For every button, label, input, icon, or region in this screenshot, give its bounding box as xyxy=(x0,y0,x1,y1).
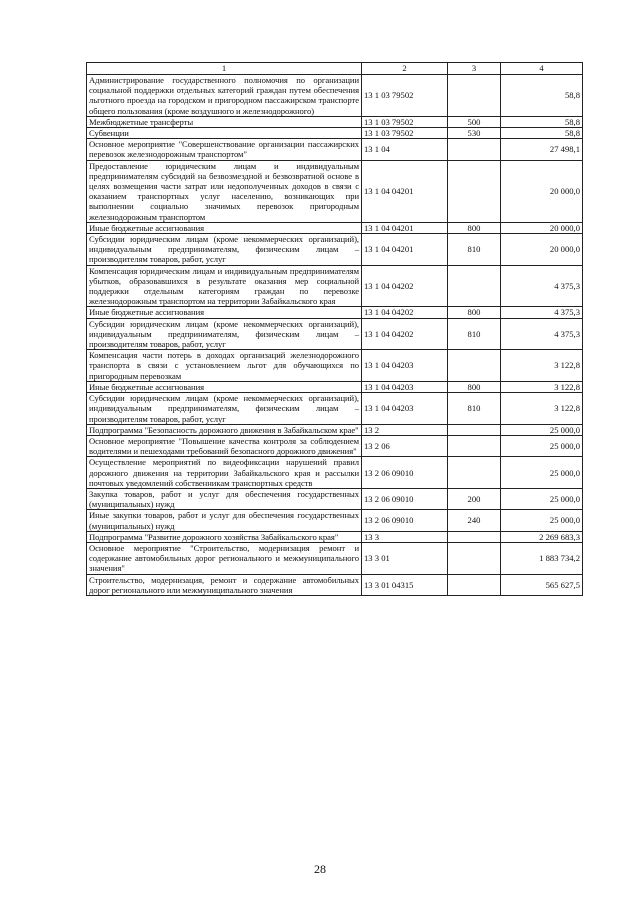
table-row xyxy=(87,160,583,222)
row-expense-type-cell xyxy=(448,435,501,456)
row-name-cell: Подпрограмма "Развитие дорожного хозяйства Забайкальского края" xyxy=(87,531,362,542)
row-code-cell: 13 1 03 79502 xyxy=(362,116,448,127)
row-amount-cell: 2 269 683,3 xyxy=(501,531,583,542)
table-row xyxy=(87,116,583,127)
row-name-cell: Компенсация части потерь в доходах организаций железнодорожного транспорта в связи с установлением льгот для обучающихся по пригородным перевозкам xyxy=(87,350,362,382)
row-expense-type-cell xyxy=(448,531,501,542)
row-expense-type-cell: 530 xyxy=(448,128,501,139)
row-code-cell: 13 2 06 09010 xyxy=(362,457,448,489)
row-code-cell: 13 2 06 xyxy=(362,435,448,456)
row-expense-type-cell xyxy=(448,160,501,222)
row-name-cell: Межбюджетные трансферты xyxy=(87,116,362,127)
table-row xyxy=(87,381,583,392)
table-row xyxy=(87,510,583,531)
table-row xyxy=(87,139,583,160)
row-expense-type-cell: 500 xyxy=(448,116,501,127)
row-amount-cell: 1 883 734,2 xyxy=(501,542,583,574)
row-amount-cell: 3 122,8 xyxy=(501,393,583,425)
table-row xyxy=(87,307,583,318)
row-amount-cell: 25 000,0 xyxy=(501,488,583,509)
row-name-cell: Иные закупки товаров, работ и услуг для обеспечения государственных (муниципальных) нужд xyxy=(87,510,362,531)
row-name-cell: Субсидии юридическим лицам (кроме некоммерческих организаций), индивидуальным предпринимателям, физическим лицам – производителям товаров, работ, услуг xyxy=(87,318,362,350)
row-code-cell: 13 1 03 79502 xyxy=(362,128,448,139)
row-expense-type-cell: 810 xyxy=(448,234,501,266)
row-code-cell: 13 1 04 04202 xyxy=(362,318,448,350)
row-code-cell: 13 1 04 04201 xyxy=(362,234,448,266)
page-number: 28 xyxy=(314,862,326,876)
row-name-cell: Субсидии юридическим лицам (кроме некоммерческих организаций), индивидуальным предпринимателям, физическим лицам – производителям товаров, работ, услуг xyxy=(87,393,362,425)
row-name-cell: Иные бюджетные ассигнования xyxy=(87,222,362,233)
table-row xyxy=(87,318,583,350)
row-expense-type-cell: 800 xyxy=(448,307,501,318)
row-code-cell: 13 1 04 04202 xyxy=(362,307,448,318)
row-amount-cell: 565 627,5 xyxy=(501,574,583,595)
row-expense-type-cell: 240 xyxy=(448,510,501,531)
row-amount-cell: 20 000,0 xyxy=(501,160,583,222)
table-row xyxy=(87,435,583,456)
table-row xyxy=(87,488,583,509)
table-row xyxy=(87,457,583,489)
row-name-cell: Администрирование государственного полномочия по организации социальной поддержки отдельных категорий граждан путем обеспечения льготного проезда на городском и пригородном пассажирском транспорте общего пользования (кроме воздушного и железнодорожного) xyxy=(87,75,362,117)
table-header-row xyxy=(87,63,583,75)
row-expense-type-cell: 200 xyxy=(448,488,501,509)
row-expense-type-cell: 810 xyxy=(448,318,501,350)
row-expense-type-cell xyxy=(448,265,501,307)
row-code-cell: 13 1 03 79502 xyxy=(362,75,448,117)
row-name-cell: Закупка товаров, работ и услуг для обеспечения государственных (муниципальных) нужд xyxy=(87,488,362,509)
row-amount-cell: 25 000,0 xyxy=(501,457,583,489)
row-code-cell: 13 1 04 04203 xyxy=(362,381,448,392)
row-code-cell: 13 2 06 09010 xyxy=(362,510,448,531)
row-name-cell: Подпрограмма "Безопасность дорожного движения в Забайкальском крае" xyxy=(87,424,362,435)
row-expense-type-cell: 810 xyxy=(448,393,501,425)
row-amount-cell: 58,8 xyxy=(501,128,583,139)
row-code-cell: 13 3 01 04315 xyxy=(362,574,448,595)
table-row xyxy=(87,234,583,266)
row-amount-cell: 25 000,0 xyxy=(501,424,583,435)
row-amount-cell: 58,8 xyxy=(501,116,583,127)
row-code-cell: 13 2 06 09010 xyxy=(362,488,448,509)
row-code-cell: 13 3 01 xyxy=(362,542,448,574)
row-code-cell: 13 1 04 04201 xyxy=(362,160,448,222)
table-body xyxy=(87,75,583,596)
row-amount-cell: 25 000,0 xyxy=(501,510,583,531)
header-col-1: 1 xyxy=(87,63,362,75)
row-amount-cell: 4 375,3 xyxy=(501,307,583,318)
table-row xyxy=(87,350,583,382)
budget-table xyxy=(86,62,583,596)
row-code-cell: 13 2 xyxy=(362,424,448,435)
row-name-cell: Предоставление юридическим лицам и индивидуальным предпринимателям субсидий на безвозмездной и безвозвратной основе в целях возмещения части затрат или недополученных доходов в связи с оказанием транспортных услуг населению, возникающих при выполнении социально значимых перевозок пригородным железнодорожным транспортом xyxy=(87,160,362,222)
row-amount-cell: 58,8 xyxy=(501,75,583,117)
row-name-cell: Субвенции xyxy=(87,128,362,139)
table-row xyxy=(87,542,583,574)
table-row xyxy=(87,424,583,435)
row-code-cell: 13 1 04 04202 xyxy=(362,265,448,307)
table-row xyxy=(87,222,583,233)
row-name-cell: Осуществление мероприятий по видеофиксации нарушений правил дорожного движения на территории Забайкальского края и рассылки почтовых уведомлений собственникам транспортных средств xyxy=(87,457,362,489)
table-row xyxy=(87,393,583,425)
table-row xyxy=(87,128,583,139)
row-amount-cell: 3 122,8 xyxy=(501,381,583,392)
row-expense-type-cell xyxy=(448,75,501,117)
row-code-cell: 13 1 04 04201 xyxy=(362,222,448,233)
row-expense-type-cell xyxy=(448,424,501,435)
row-name-cell: Основное мероприятие "Совершенствование организации пассажирских перевозок железнодорожным транспортом" xyxy=(87,139,362,160)
table-row xyxy=(87,75,583,117)
row-name-cell: Строительство, модернизация, ремонт и содержание автомобильных дорог регионального или межмуниципального значения xyxy=(87,574,362,595)
header-col-4: 4 xyxy=(501,63,583,75)
header-col-2: 2 xyxy=(362,63,448,75)
table-row xyxy=(87,574,583,595)
row-expense-type-cell xyxy=(448,350,501,382)
header-col-3: 3 xyxy=(448,63,501,75)
table-row xyxy=(87,531,583,542)
row-amount-cell: 4 375,3 xyxy=(501,265,583,307)
row-name-cell: Основное мероприятие "Строительство, модернизация ремонт и содержание автомобильных дорог регионального и межмуниципального значения" xyxy=(87,542,362,574)
row-expense-type-cell xyxy=(448,457,501,489)
row-amount-cell: 4 375,3 xyxy=(501,318,583,350)
table-row xyxy=(87,265,583,307)
row-code-cell: 13 1 04 04203 xyxy=(362,350,448,382)
row-expense-type-cell xyxy=(448,542,501,574)
row-amount-cell: 3 122,8 xyxy=(501,350,583,382)
row-expense-type-cell: 800 xyxy=(448,222,501,233)
row-amount-cell: 20 000,0 xyxy=(501,234,583,266)
row-name-cell: Субсидии юридическим лицам (кроме некоммерческих организаций), индивидуальным предпринимателям, физическим лицам – производителям товаров, работ, услуг xyxy=(87,234,362,266)
row-name-cell: Иные бюджетные ассигнования xyxy=(87,307,362,318)
row-name-cell: Иные бюджетные ассигнования xyxy=(87,381,362,392)
row-code-cell: 13 1 04 04203 xyxy=(362,393,448,425)
row-amount-cell: 27 498,1 xyxy=(501,139,583,160)
row-expense-type-cell: 800 xyxy=(448,381,501,392)
row-code-cell: 13 1 04 xyxy=(362,139,448,160)
row-expense-type-cell xyxy=(448,574,501,595)
row-code-cell: 13 3 xyxy=(362,531,448,542)
row-amount-cell: 25 000,0 xyxy=(501,435,583,456)
row-name-cell: Компенсация юридическим лицам и индивидуальным предпринимателям убытков, образовавшихся в результате оказания мер социальной поддержки отдельным категориям граждан по перевозке железнодорожным транспортом на территории Забайкальского края xyxy=(87,265,362,307)
row-name-cell: Основное мероприятие "Повышение качества контроля за соблюдением водителями и пешеходами требований безопасного дорожного движения" xyxy=(87,435,362,456)
row-amount-cell: 20 000,0 xyxy=(501,222,583,233)
row-expense-type-cell xyxy=(448,139,501,160)
